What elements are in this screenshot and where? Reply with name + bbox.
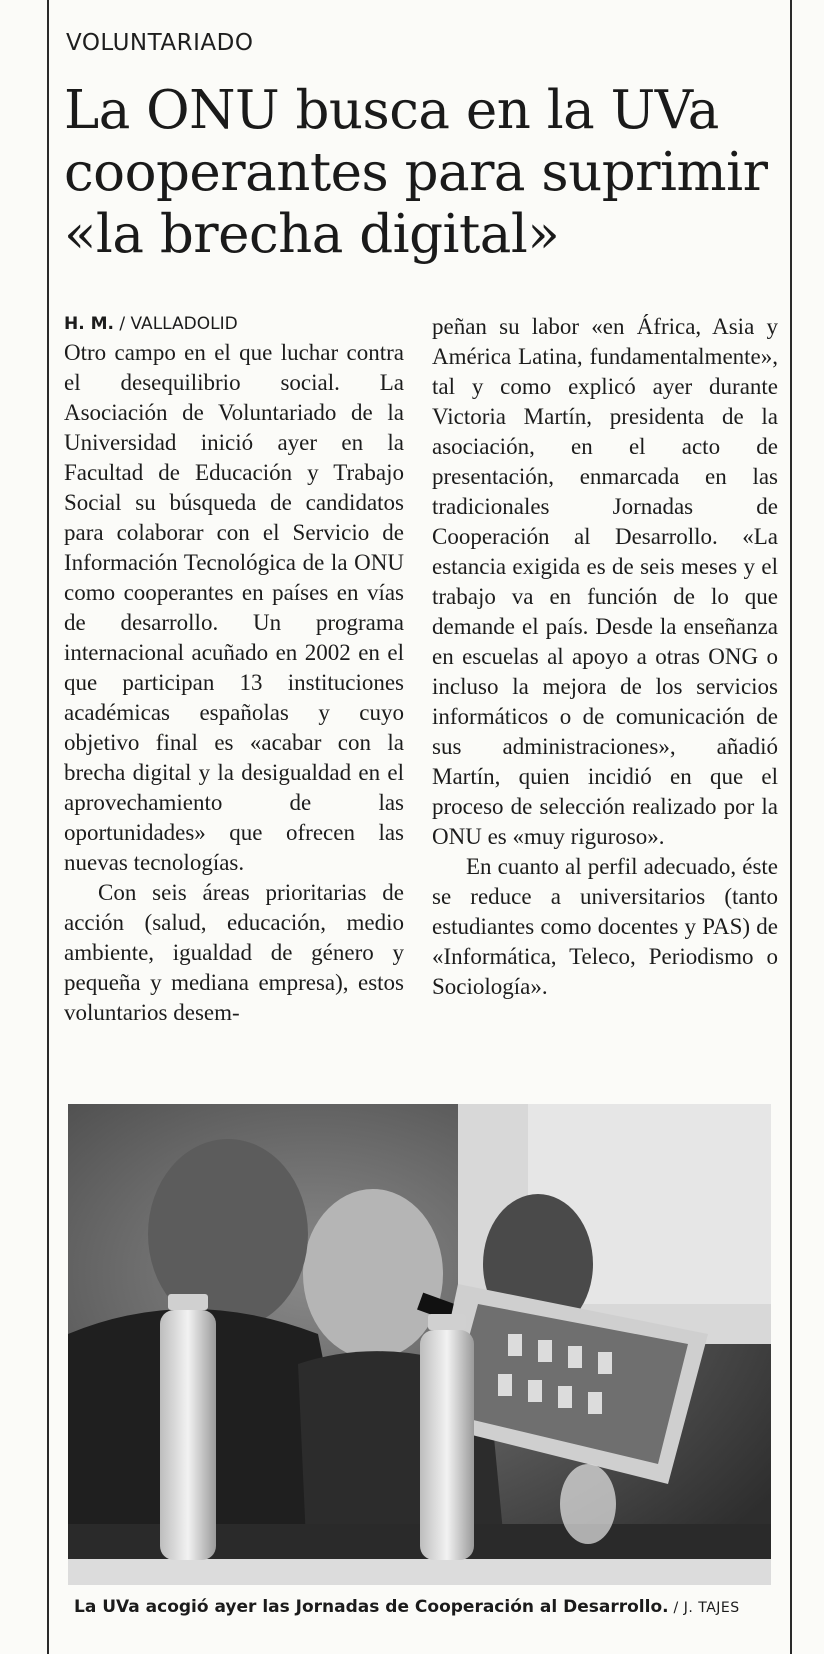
- news-photo: [68, 1104, 771, 1585]
- article-column-right: [432, 312, 778, 1002]
- body-paragraph-3: En cuanto al perfil adecuado, éste se reduce a universitarios (tanto estudiantes como docentes y PAS) de «Informática, Teleco, Periodismo o Sociología».: [432, 854, 778, 999]
- headline: La ONU busca en la UVa cooperantes para suprimir «la brecha digital»: [64, 80, 768, 265]
- article-column-left: [64, 312, 404, 1028]
- column-rule-right: [790, 0, 792, 1654]
- body-paragraph-1: Otro campo en el que luchar contra el desequilibrio social. La Asociación de Voluntariado de la Universidad inició ayer en la Facultad de Educación y Trabajo Social su búsqueda de candidatos para colaborar con el Servicio de Información Tecnológica de la ONU como cooperantes en países en vías de desarrollo. Un programa internacional acuñado en 2002 en el que participan 13 instituciones académicas españolas y cuyo objetivo final es «acabar con la brecha digital y la desigualdad en el aprovechamiento de las oportunidades» que ofrecen las nuevas tecnologías.: [64, 340, 404, 875]
- caption-text: La UVa acogió ayer las Jornadas de Cooperación al Desarrollo.: [74, 1597, 669, 1617]
- byline-location: / VALLADOLID: [113, 314, 238, 334]
- photo-caption: [74, 1597, 740, 1617]
- photo-illustration: [68, 1104, 771, 1585]
- byline: [64, 312, 404, 336]
- photo-credit: / J. TAJES: [668, 1600, 740, 1616]
- column-rule-left: [47, 0, 49, 1654]
- body-paragraph-2-end: peñan su labor «en África, Asia y América Latina, fundamentalmente», tal y como explicó ayer durante Victoria Martín, presidenta de la asociación, en el acto de presentación, enmarcada en las tradicionales Jornadas de Cooperación al Desarrollo. «La estancia exigida es de seis meses y el trabajo va en función de lo que demande el país. Desde la enseñanza en escuelas al apoyo a otras ONG o incluso la mejora de los servicios informáticos o de comunicación de sus administraciones», añadió Martín, quien incidió en que el proceso de selección realizado por la ONU es «muy riguroso».: [432, 314, 778, 849]
- byline-author: H. M.: [64, 314, 114, 334]
- body-paragraph-2-start: Con seis áreas prioritarias de acción (salud, educación, medio ambiente, igualdad de género y pequeña y mediana empresa), estos voluntarios desem-: [64, 880, 404, 1025]
- section-label: VOLUNTARIADO: [66, 30, 254, 56]
